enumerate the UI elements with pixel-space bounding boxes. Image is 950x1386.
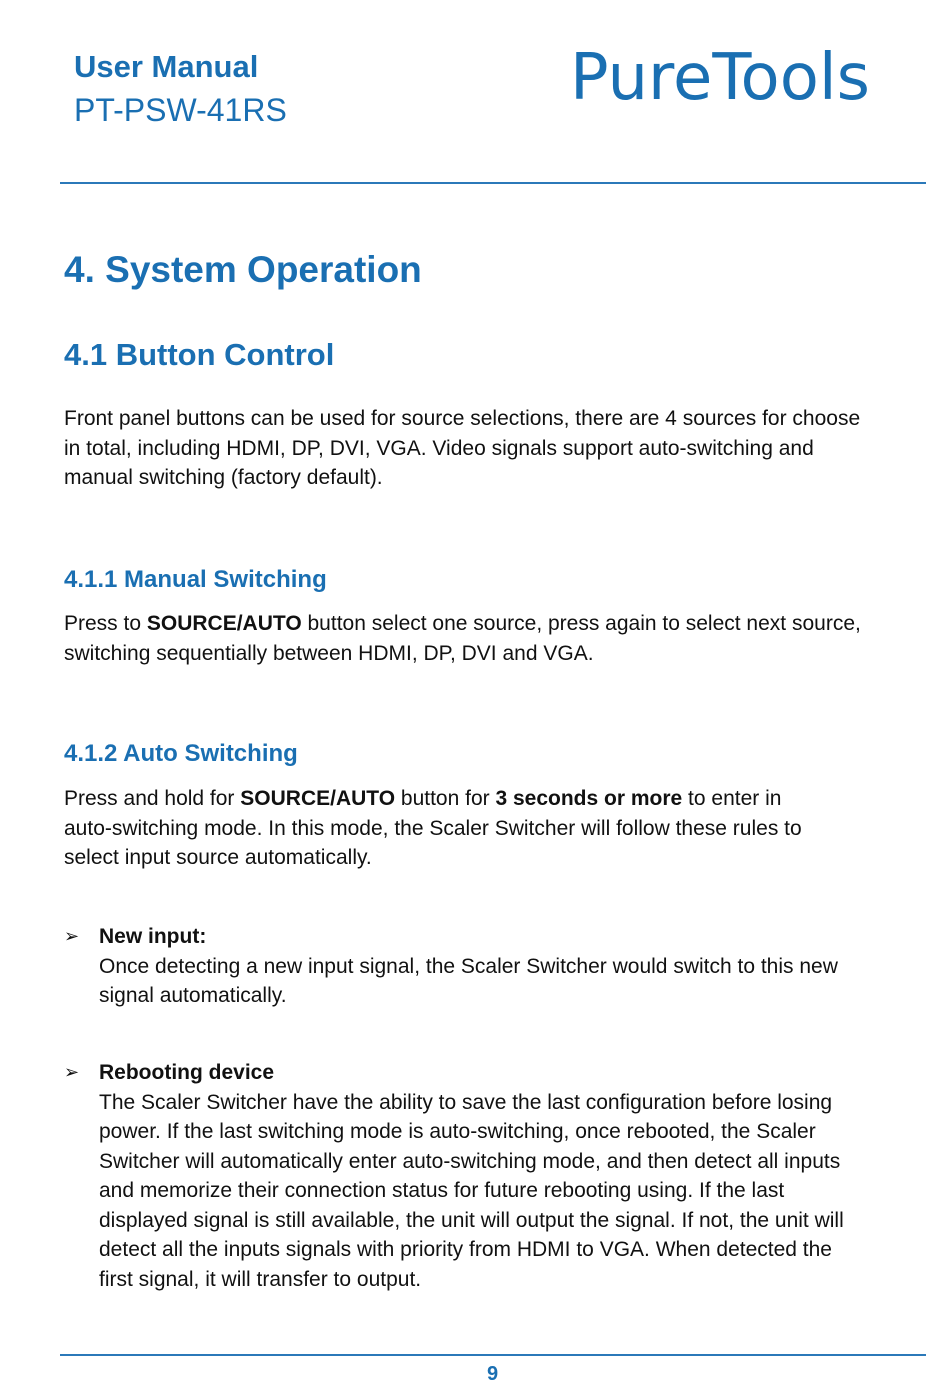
bullet-line: power. If the last switching mode is auto-switching, once rebooted, the Scaler — [99, 1120, 816, 1143]
bullet-line: signal automatically. — [99, 984, 287, 1007]
bullet-heading: Rebooting device — [99, 1061, 275, 1084]
manual-switching-heading: 4.1.1 Manual Switching — [64, 566, 327, 593]
auto-switching-paragraph — [64, 784, 934, 873]
footer-divider — [60, 1354, 926, 1356]
auto-switching-heading: 4.1.2 Auto Switching — [64, 740, 298, 767]
manual-title: User Manual — [74, 49, 259, 84]
bullet-rebooting-device — [99, 1058, 929, 1294]
header-divider — [60, 182, 926, 184]
hold-duration-label: 3 seconds or more — [495, 787, 683, 810]
bullet-arrow-icon: ➢ — [64, 926, 80, 946]
puretools-logo: PureTools — [570, 41, 870, 115]
model-number: PT-PSW-41RS — [74, 92, 287, 128]
intro-line: in total, including HDMI, DP, DVI, VGA. Video signals support auto-switching and — [64, 436, 814, 460]
subsection-title: 4.1 Button Control — [64, 337, 335, 372]
bullet-line: and memorize their connection status for future rebooting using. If the last — [99, 1179, 785, 1202]
bullet-line: displayed signal is still available, the unit will output the signal. If not, the unit will — [99, 1208, 844, 1232]
page-number: 9 — [486, 1363, 499, 1385]
auto-switching-line: Press and hold for SOURCE/AUTO button for 3 seconds or more to enter in — [64, 787, 782, 810]
manual-switching-paragraph — [64, 609, 934, 668]
bullet-line: first signal, it will transfer to output. — [99, 1267, 422, 1291]
auto-switching-line: auto-switching mode. In this mode, the Scaler Switcher will follow these rules to — [64, 816, 802, 840]
bullet-line: The Scaler Switcher have the ability to save the last configuration before losing — [99, 1090, 833, 1114]
source-auto-label: SOURCE/AUTO — [240, 787, 396, 810]
auto-switching-line: select input source automatically. — [64, 846, 372, 869]
bullet-heading: New input: — [99, 925, 207, 948]
bullet-arrow-icon: ➢ — [64, 1062, 80, 1082]
manual-switching-line: Press to SOURCE/AUTO button select one source, press again to select next source, — [64, 612, 861, 635]
bullet-line: detect all the inputs signals with priority from HDMI to VGA. When detected the — [99, 1238, 832, 1261]
source-auto-label: SOURCE/AUTO — [146, 612, 302, 635]
intro-line: manual switching (factory default). — [64, 466, 383, 489]
section-title: 4. System Operation — [64, 249, 422, 290]
bullet-new-input — [99, 922, 929, 1011]
intro-line: Front panel buttons can be used for source selections, there are 4 sources for choose — [64, 407, 861, 430]
bullet-line: Switcher will automatically enter auto-switching mode, and then detect all inputs — [99, 1149, 841, 1173]
bullet-line: Once detecting a new input signal, the Scaler Switcher would switch to this new — [99, 954, 838, 978]
manual-switching-line: switching sequentially between HDMI, DP, DVI and VGA. — [64, 641, 594, 665]
intro-paragraph — [64, 404, 934, 493]
